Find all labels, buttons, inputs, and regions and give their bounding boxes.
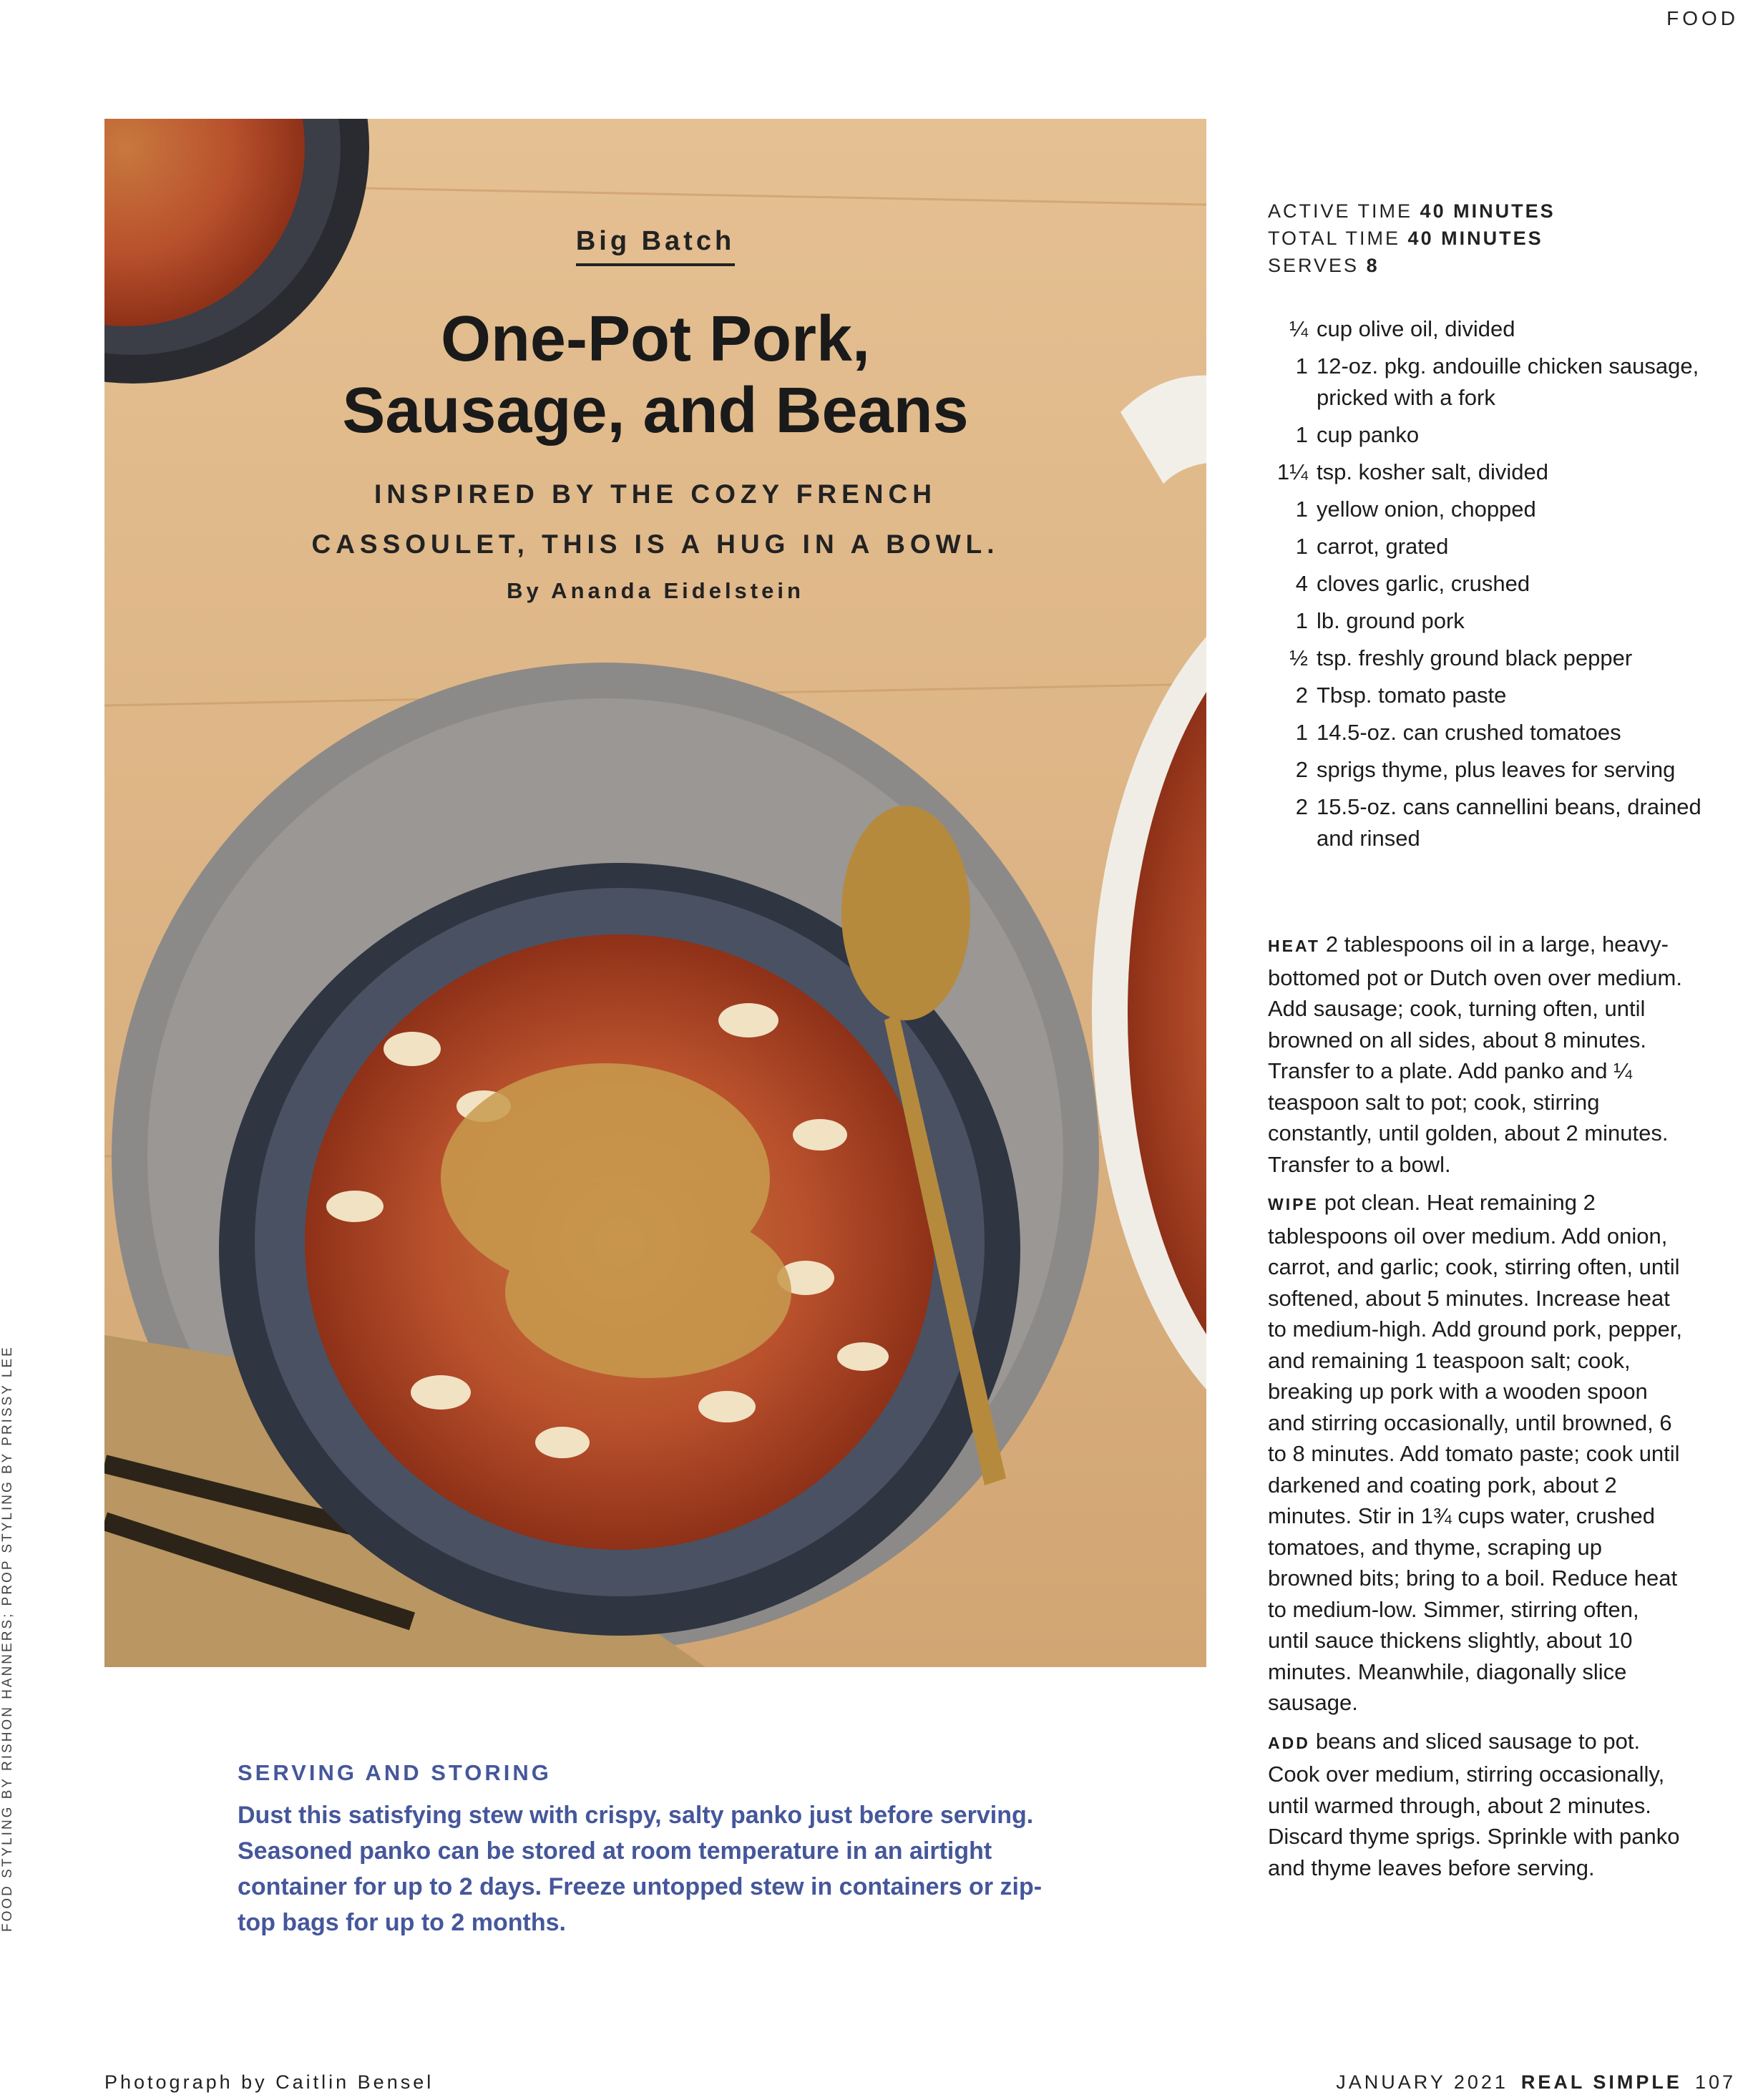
byline: By Ananda Eidelstein [507, 578, 804, 603]
method-step [1268, 1187, 1683, 1719]
ingredient-text: cup panko [1317, 422, 1420, 447]
active-time: ACTIVE TIME 40 MINUTES [1268, 200, 1556, 222]
hero-photo [104, 119, 1206, 1667]
method-steps [1268, 929, 1683, 1890]
issue-date: JANUARY 2021 [1336, 2071, 1508, 2093]
ingredient-quantity: ¼ [1289, 316, 1308, 341]
ingredient-list [1268, 313, 1726, 860]
ingredient-text: tsp. freshly ground black pepper [1317, 645, 1633, 670]
total-time: TOTAL TIME 40 MINUTES [1268, 228, 1543, 249]
styling-credit: FOOD STYLING BY RISHON HANNERS; PROP STYLING BY PRISSY LEE [0, 1345, 15, 1932]
recipe-title [104, 303, 1206, 446]
photo-credit: Photograph by Caitlin Bensel [104, 2071, 434, 2093]
ingredient-item [1268, 313, 1726, 345]
serving-body: Dust this satisfying stew with crispy, salty panko just before serving. Seasoned panko can be stored at room temperature in an airtight container for up to 2 days. Freeze untopped stew in containers or zip-top bags for up to 2 months. [238, 1802, 1042, 1936]
ingredient-text: sprigs thyme, plus leaves for serving [1317, 757, 1676, 782]
magazine-name: REAL SIMPLE [1520, 2071, 1682, 2093]
ingredient-quantity: 1 [1295, 608, 1308, 633]
ingredient-text: cup olive oil, divided [1317, 316, 1515, 341]
ingredient-text: cloves garlic, crushed [1317, 571, 1530, 596]
ingredient-item [1268, 494, 1726, 525]
ingredient-text: Tbsp. tomato paste [1317, 683, 1507, 708]
ingredient-quantity: 4 [1295, 571, 1308, 596]
ingredient-item [1268, 791, 1726, 854]
ingredient-quantity: 1 [1295, 497, 1308, 522]
ingredient-quantity: 1¼ [1276, 459, 1308, 484]
ingredient-text: carrot, grated [1317, 534, 1449, 559]
ingredient-quantity: 2 [1295, 757, 1308, 782]
page-number: 107 [1694, 2071, 1736, 2093]
ingredient-item [1268, 531, 1726, 562]
ingredient-text: 14.5-oz. can crushed tomatoes [1317, 720, 1621, 745]
dek [104, 469, 1206, 570]
dek-line-2: CASSOULET, THIS IS A HUG IN A BOWL. [311, 529, 1000, 559]
ingredient-item [1268, 643, 1726, 674]
ingredient-text: yellow onion, chopped [1317, 497, 1536, 522]
serving-heading: SERVING AND STORING [238, 1760, 552, 1785]
step-text: 2 tablespoons oil in a large, heavy-bottomed pot or Dutch oven over medium. Add sausage; cook, turning often, until browned on all sides, about 8 minutes. Transfer to a plate. Add panko and ¼ teaspoon salt to pot; cook, stirring constantly, until golden, about 2 minutes. Transfer to a bowl. [1268, 932, 1682, 1177]
method-step [1268, 929, 1683, 1180]
ingredient-quantity: 1 [1295, 422, 1308, 447]
ingredient-item [1268, 605, 1726, 637]
serves: SERVES 8 [1268, 255, 1380, 276]
method-step [1268, 1726, 1683, 1884]
ingredient-quantity: 1 [1295, 720, 1308, 745]
ingredient-item [1268, 351, 1726, 414]
ingredient-item [1268, 680, 1726, 711]
ingredient-item [1268, 568, 1726, 600]
step-lead: HEAT [1268, 937, 1320, 955]
ingredient-text: lb. ground pork [1317, 608, 1465, 633]
ingredient-item [1268, 754, 1726, 786]
ingredient-quantity: ½ [1289, 645, 1308, 670]
kicker-label: Big Batch [576, 226, 735, 266]
step-lead: WIPE [1268, 1195, 1319, 1213]
ingredient-text: 12-oz. pkg. andouille chicken sausage, pricked with a fork [1317, 353, 1699, 410]
ingredient-quantity: 1 [1295, 534, 1308, 559]
dek-line-1: INSPIRED BY THE COZY FRENCH [374, 479, 937, 509]
ingredient-item [1268, 456, 1726, 488]
folio [1336, 2071, 1736, 2094]
ingredient-item [1268, 717, 1726, 748]
step-lead: ADD [1268, 1733, 1310, 1752]
title-line-1: One-Pot Pork, [440, 303, 871, 375]
ingredient-quantity: 1 [1295, 353, 1308, 379]
recipe-times [1268, 197, 1556, 279]
ingredient-text: tsp. kosher salt, divided [1317, 459, 1548, 484]
title-line-2: Sausage, and Beans [342, 375, 969, 446]
ingredient-quantity: 2 [1295, 794, 1308, 819]
step-text: pot clean. Heat remaining 2 tablespoons oil over medium. Add onion, carrot, and garlic; cook, stirring often, until softened, about 5 minutes. Increase heat to medium-high. Add ground pork, pepper, and remaining 1 teaspoon salt; cook, breaking up pork with a wooden spoon and stirring occasionally, until browned, 6 to 8 minutes. Add tomato paste; cook until darkened and coating pork, about 2 minutes. Stir in 1¾ cups water, crushed tomatoes, and thyme, scraping up browned bits; bring to a boil. Reduce heat to medium-low. Simmer, stirring often, until sauce thickens slightly, about 10 minutes. Meanwhile, diagonally slice sausage. [1268, 1190, 1683, 1715]
ingredient-quantity: 2 [1295, 683, 1308, 708]
ingredient-item [1268, 419, 1726, 451]
section-label: FOOD [1666, 7, 1739, 29]
serving-and-storing [238, 1760, 1068, 1940]
step-text: beans and sliced sausage to pot. Cook over medium, stirring occasionally, until warmed through, about 2 minutes. Discard thyme sprigs. Sprinkle with panko and thyme leaves before serving. [1268, 1728, 1680, 1880]
ingredient-text: 15.5-oz. cans cannellini beans, drained and rinsed [1317, 794, 1701, 851]
